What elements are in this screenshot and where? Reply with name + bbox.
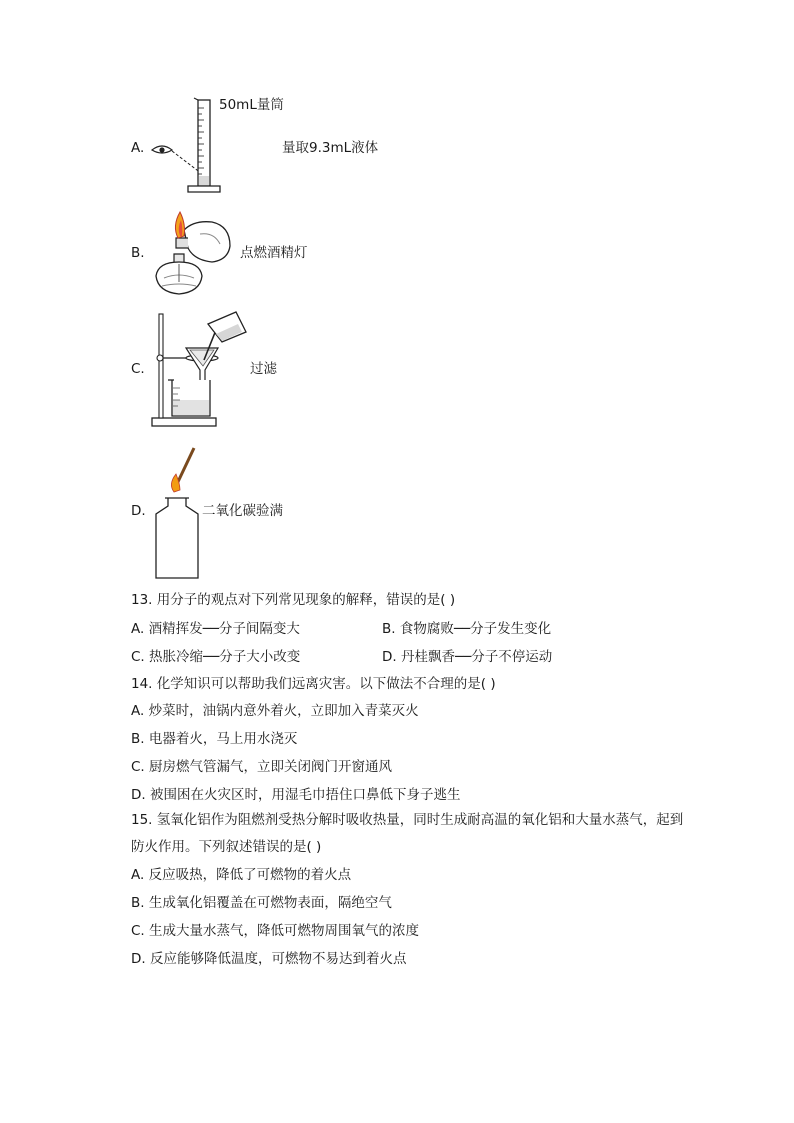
upright-lamp-icon [156, 254, 202, 294]
alcohol-lamp-figure [150, 208, 240, 300]
q15-option-a: A. 反应吸热，降低了可燃物的着火点 [131, 867, 352, 883]
q13-option-b: B. 食物腐败──分子发生变化 [382, 621, 552, 637]
filtration-figure [150, 308, 250, 432]
q15-stem-line1: 15. 氢氧化铝作为阻燃剂受热分解时吸收热量，同时生成耐高温的氧化铝和大量水蒸气，起到 [131, 812, 684, 828]
option-b-letter: B. [131, 245, 145, 261]
q15-option-b: B. 生成氧化铝覆盖在可燃物表面，隔绝空气 [131, 895, 392, 911]
option-c-letter: C. [131, 361, 145, 377]
cylinder-caption: 50mL量筒 [219, 97, 284, 113]
q13-option-c: C. 热胀冷缩──分子大小改变 [131, 649, 301, 665]
burning-splint-icon [171, 448, 194, 492]
q14-option-d: D. 被围困在火灾区时，用湿毛巾捂住口鼻低下身子逃生 [131, 787, 461, 803]
eye-icon [152, 146, 172, 153]
gas-bottle-figure [150, 444, 210, 582]
option-b-caption: 点燃酒精灯 [240, 245, 308, 261]
q15-stem-line2: 防火作用。下列叙述错误的是( ) [131, 839, 322, 855]
q13-option-d: D. 丹桂飘香──分子不停运动 [382, 649, 553, 665]
q14-option-c: C. 厨房燃气管漏气，立即关闭阀门开窗通风 [131, 759, 393, 775]
q15-option-c: C. 生成大量水蒸气，降低可燃物周围氧气的浓度 [131, 923, 420, 939]
option-a-caption: 量取9.3mL液体 [282, 140, 379, 156]
q13-stem: 13. 用分子的观点对下列常见现象的解释，错误的是( ) [131, 592, 456, 608]
option-c-caption: 过滤 [250, 361, 277, 377]
q14-option-a: A. 炒菜时，油锅内意外着火，立即加入青菜灭火 [131, 703, 419, 719]
q13-option-a: A. 酒精挥发──分子间隔变大 [131, 621, 300, 637]
q15-option-d: D. 反应能够降低温度，可燃物不易达到着火点 [131, 951, 407, 967]
option-d-letter: D. [131, 503, 146, 519]
graduated-cylinder-figure [150, 96, 230, 196]
receiving-beaker-icon [168, 380, 210, 416]
option-d-caption: 二氧化碳验满 [202, 503, 283, 519]
q14-stem: 14. 化学知识可以帮助我们远离灾害。以下做法不合理的是( ) [131, 676, 496, 692]
q14-option-b: B. 电器着火，马上用水浇灭 [131, 731, 298, 747]
option-a-letter: A. [131, 140, 145, 156]
